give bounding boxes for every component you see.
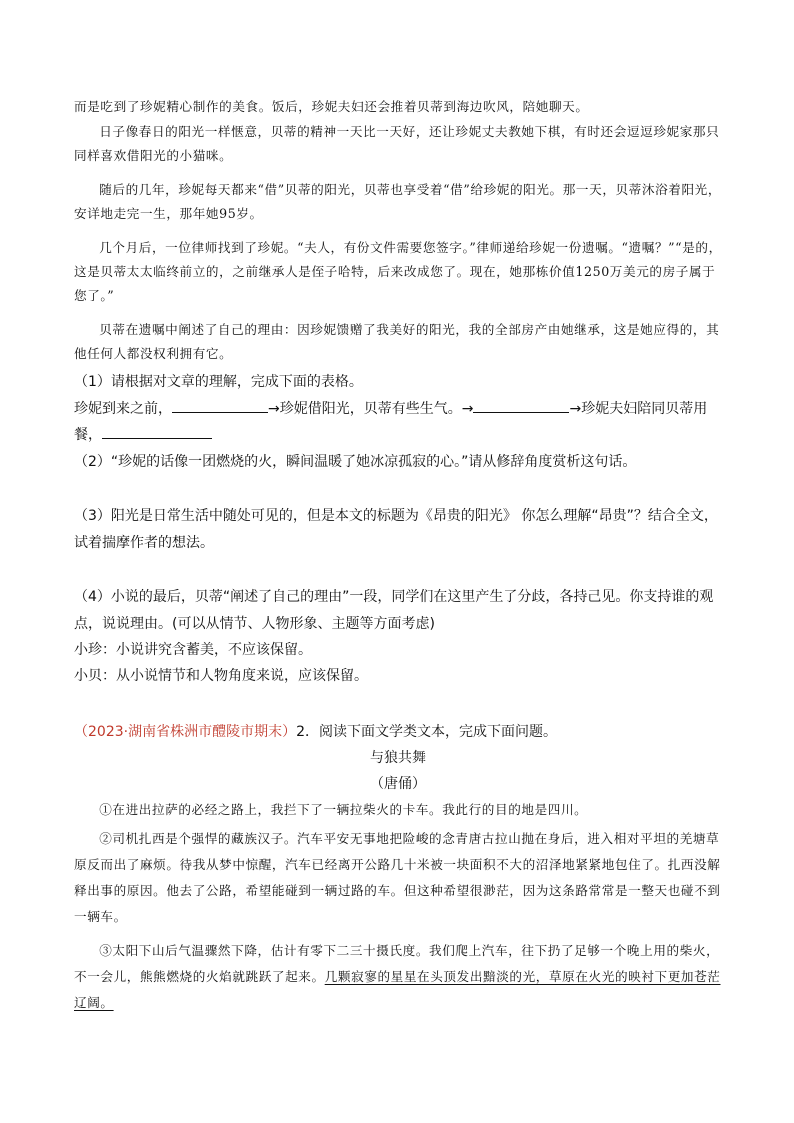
question-4: （4）小说的最后，贝蒂“阐述了自己的理由”一段，同学们在这里产生了分歧，各持己见。你支持谁的观点，说说理由。(可以从情节、人物形象、主题等方面考虑) [74, 589, 714, 632]
chain-text-a: 珍妮到来之前， [74, 401, 172, 417]
chain-text-c: →珍妮夫妇陪同贝蒂用餐， [74, 401, 708, 443]
passage-paragraph-1: ①在进出拉萨的必经之路上，我拦下了一辆拉柴火的卡车。我此行的目的地是四川。 [99, 802, 588, 817]
passage-author: （唐俑） [370, 776, 426, 792]
source-label: （2023·湖南省株洲市醴陵市期末） [74, 724, 297, 740]
chain-text-b: →珍妮借阳光，贝蒂有些生气。→ [268, 401, 474, 417]
question-1-chain [74, 396, 722, 448]
section-2-header [74, 720, 722, 744]
passage-title: 与狼共舞 [370, 750, 426, 766]
answer-blank-1[interactable] [172, 398, 268, 413]
story-paragraph-2: 日子像春日的阳光一样惬意，贝蒂的精神一天比一天好，还让珍妮丈夫教她下棋，有时还会逗逗珍妮家那只同样喜欢借阳光的小猫咪。 [74, 124, 720, 163]
passage-paragraph-2: ②司机扎西是个强悍的藏族汉子。汽车平安无事地把险峻的念青唐古拉山抛在身后，进入相对平坦的羌塘草原反而出了麻烦。待我从梦中惊醒，汽车已经离开公路几十米被一块面积不大的沼泽地紧紧地包住了。扎西没解释出事的原因。他去了公路，希望能碰到一辆过路的车。但这种希望很渺茫，因为这条路常常是一整天也碰不到一辆车。 [74, 831, 721, 924]
opinion-xiaobei: 小贝：从小说情节和人物角度来说，应该保留。 [74, 668, 368, 684]
opinion-xiaozhen: 小珍：小说讲究含蓄美，不应该保留。 [74, 642, 312, 658]
answer-blank-3[interactable] [102, 424, 212, 439]
passage-paragraph-3 [74, 938, 722, 1016]
passage-paragraph-3-text: ③太阳下山后气温骤然下降，估计有零下二三十摄氏度。我们爬上汽车，往下扔了足够一个晚上用的柴火，不一会儿，熊熊燃烧的火焰就跳跃了起来。 [74, 943, 720, 984]
section-2-prompt: 2．阅读下面文学类文本，完成下面问题。 [296, 724, 557, 740]
story-paragraph-4: 几个月后，一位律师找到了珍妮。“夫人，有份文件需要您签字。”律师递给珍妮一份遗嘱。“遗嘱？”“是的，这是贝蒂太太临终前立的，之前继承人是侄子哈特，后来改成您了。现在，她那栋价值1250万美元的房子属于您了。” [74, 240, 722, 303]
answer-blank-2[interactable] [473, 398, 569, 413]
story-paragraph-1: 而是吃到了珍妮精心制作的美食。饭后，珍妮夫妇还会推着贝蒂到海边吹风，陪她聊天。 [74, 99, 589, 114]
question-1: （1）请根据对文章的理解，完成下面的表格。 [74, 374, 363, 390]
story-paragraph-3: 随后的几年，珍妮每天都来“借”贝蒂的阳光，贝蒂也享受着“借”给珍妮的阳光。那一天，贝蒂沐浴着阳光，安详地走完一生，那年她95岁。 [74, 182, 722, 221]
question-3: （3）阳光是日常生活中随处可见的，但是本文的标题为《昂贵的阳光》 你怎么理解“昂贵”？结合全文，试着揣摩作者的想法。 [74, 508, 718, 551]
story-paragraph-5: 贝蒂在遗嘱中阐述了自己的理由：因珍妮馈赠了我美好的阳光，我的全部房产由她继承，这是她应得的，其他任何人都没权利拥有它。 [74, 322, 720, 361]
underlined-sentence: 几颗寂寥的星星在头顶发出黯淡的光，草原在火光的映衬下更加苍茫辽阔。 [74, 969, 721, 1010]
question-2: （2）“珍妮的话像一团燃烧的火，瞬间温暖了她冰凉孤寂的心。”请从修辞角度赏析这句话。 [74, 454, 637, 470]
